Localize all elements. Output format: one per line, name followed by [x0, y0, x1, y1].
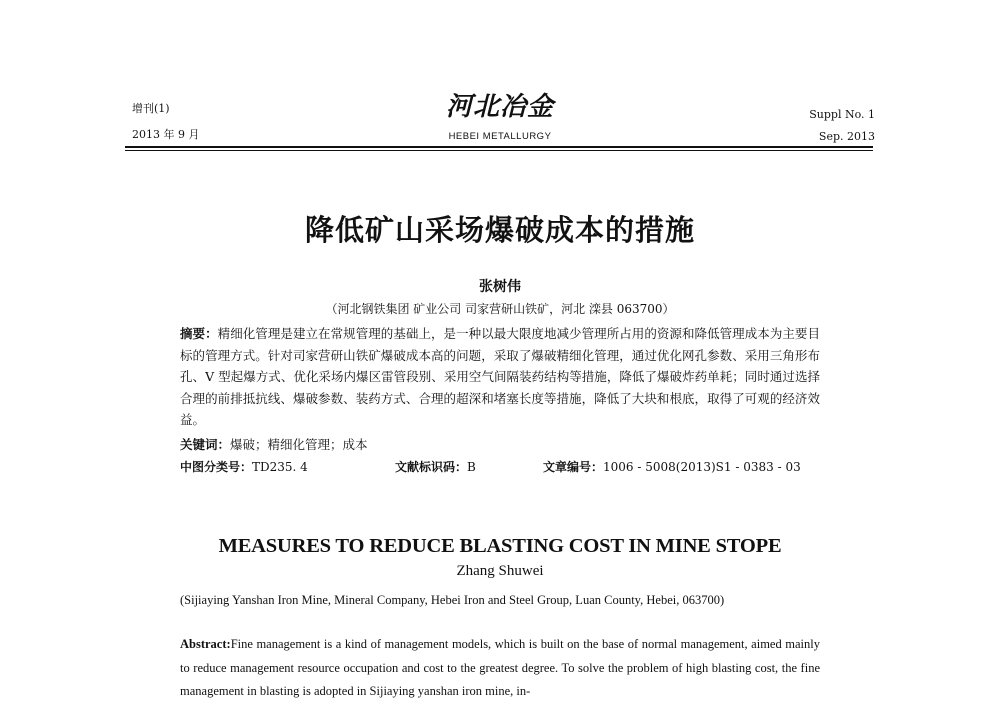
journal-logo: 河北冶金 — [445, 92, 554, 122]
abstract-en-label: Abstract: — [180, 637, 231, 651]
header-issue-cn: 增刊(1) — [132, 102, 170, 115]
article-title-cn: 降低矿山采场爆破成本的措施 — [304, 213, 695, 247]
article-title-en: MEASURES TO REDUCE BLASTING COST IN MINE STOPE — [218, 535, 782, 557]
header-date-cn: 2013 年 9 月 — [132, 128, 200, 141]
document-code-value: B — [467, 460, 476, 474]
header-issue-en: Suppl No. 1 — [809, 108, 875, 121]
affiliation-cn: （河北钢铁集团 矿业公司 司家营研山铁矿，河北 滦县 063700） — [325, 302, 675, 316]
article-number — [543, 458, 801, 475]
article-number-label: 文章编号： — [543, 460, 604, 474]
clc-number — [180, 458, 308, 475]
keywords-cn-label: 关键词： — [180, 437, 231, 452]
clc-value: TD235. 4 — [252, 460, 308, 474]
abstract-cn-label: 摘要： — [180, 326, 218, 341]
keywords-cn-text: 爆破；精细化管理；成本 — [230, 437, 368, 452]
abstract-cn — [180, 323, 820, 431]
header-date-en: Sep. 2013 — [818, 130, 875, 143]
article-number-value: 1006 - 5008(2013)S1 - 0383 - 03 — [603, 460, 801, 474]
abstract-cn-text: 精细化管理是建立在常规管理的基础上，是一种以最大限度地减少管理所占用的资源和降低管理成本为主要目标的管理方式。针对司家营研山铁矿爆破成本高的问题，采取了爆破精细化管理，通过优化网孔参数、采用三角形布孔、V 型起爆方式、优化采场内爆区雷管段别、采用空气间隔装药结构等措施，降低了爆破炸药单耗；同时通过选择合理的前排抵抗线、爆破参数、装药方式、合理的超深和堵塞长度等措施，降低了大块和根底，取得了可观的经济效益。 — [180, 326, 820, 428]
document-code — [395, 458, 476, 475]
header-rule-thin — [125, 150, 873, 151]
document-code-label: 文献标识码： — [395, 460, 468, 474]
author-en: Zhang Shuwei — [456, 563, 544, 579]
abstract-en — [180, 633, 820, 704]
keywords-cn — [180, 435, 368, 453]
author-cn: 张树伟 — [479, 279, 521, 295]
abstract-en-text: Fine management is a kind of management models, which is built on the base of normal management, aimed mainly to reduce management resource occupation and cost to the greatest degree. To solve the problem of high blasting cost, the fine management in blasting is adopted in Sijiaying yanshan iron mine, in- — [180, 637, 820, 698]
clc-label: 中图分类号： — [180, 460, 253, 474]
header-rule-thick — [125, 146, 873, 148]
affiliation-en: (Sijiaying Yanshan Iron Mine, Mineral Company, Hebei Iron and Steel Group, Luan County, Hebei, 063700) — [180, 593, 725, 607]
journal-name-en: HEBEI METALLURGY — [448, 131, 552, 142]
